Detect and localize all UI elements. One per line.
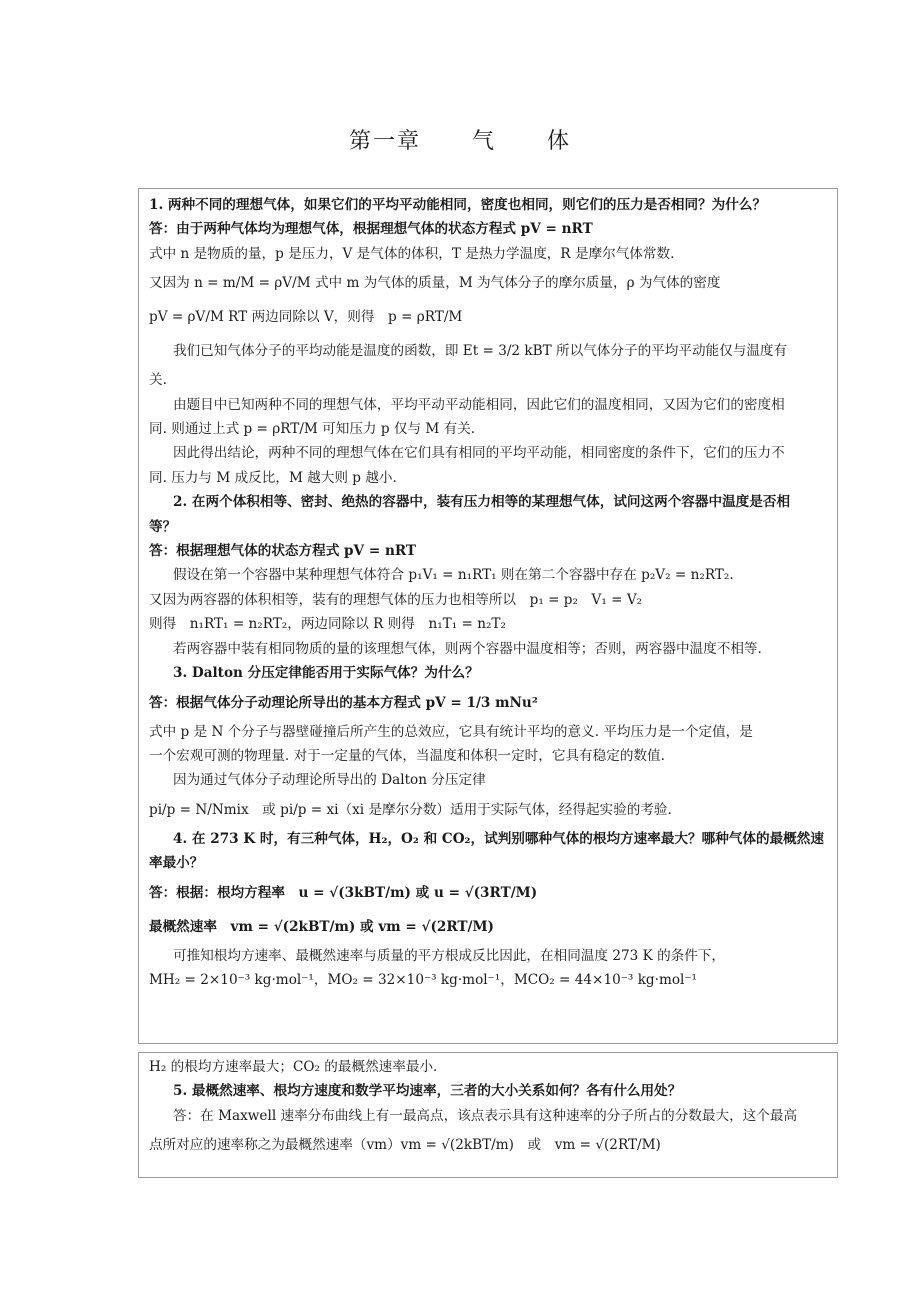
answer-2-intro: 答：根据理想气体的状态方程式 pV = nRT — [149, 543, 417, 560]
text-line: 由题目中已知两种不同的理想气体，平均平动平动能相同，因此它们的温度相同，又因为它们的密度相 — [173, 396, 785, 413]
answer-3-intro: 答：根据气体分子动理论所导出的基本方程式 pV = 1/3 mNu² — [149, 694, 538, 711]
text-line: 一个宏观可测的物理量. 对于一定量的气体，当温度和体积一定时，它具有稳定的数值. — [149, 747, 665, 764]
text-line: 最概然速率 vm = √(2kBT/m) 或 vm = √(2RT/M) — [149, 918, 494, 935]
text-line: 假设在第一个容器中某种理想气体符合 p₁V₁ = n₁RT₁ 则在第二个容器中存在 p₂V₂ = n₂RT₂. — [173, 567, 734, 584]
text-line: 关. — [149, 372, 167, 389]
question-1: 1. 两种不同的理想气体，如果它们的平均平动能相同，密度也相同，则它们的压力是否相同？为什么？ — [149, 197, 767, 213]
question-4-cont: 率最小？ — [149, 855, 204, 872]
answer-1-intro: 答：由于两种气体均为理想气体，根据理想气体的状态方程式 pV = nRT — [149, 221, 593, 238]
text-line: 式中 n 是物质的量，p 是压力，V 是气体的体积，T 是热力学温度，R 是摩尔气体常数. — [149, 245, 675, 262]
text-line: pi/p = N/Nmix 或 pi/p = xi（xi 是摩尔分数）适用于实际气体，经得起实验的考验. — [149, 801, 672, 818]
answer-4-intro: 答：根据：根均方程率 u = √(3kBT/m) 或 u = √(3RT/M) — [149, 884, 538, 901]
chapter-title: 第一章 气 体 — [349, 129, 571, 154]
text-line: pV = ρV/M RT 两边同除以 V，则得 p = ρRT/M — [149, 309, 463, 326]
text-line: 可推知根均方速率、最概然速率与质量的平方根成反比因此，在相同温度 273 K 的条件下， — [173, 947, 726, 964]
answer-5-intro: 答：在 Maxwell 速率分布曲线上有一最高点，该点表示具有这种速率的分子所占的分数最大，这个最高 — [173, 1107, 798, 1124]
text-line: MH₂ = 2×10⁻³ kg·mol⁻¹，MO₂ = 32×10⁻³ kg·mol⁻¹，MCO₂ = 44×10⁻³ kg·mol⁻¹ — [149, 971, 697, 988]
question-4: 4. 在 273 K 时，有三种气体，H₂，O₂ 和 CO₂，试判别哪种气体的根均方速率最大？哪种气体的最概然速 — [173, 830, 824, 847]
text-line: 式中 p 是 N 个分子与器壁碰撞后所产生的总效应，它具有统计平均的意义. 平均压力是一个定值，是 — [149, 723, 753, 740]
text-line: 因此得出结论，两种不同的理想气体在它们具有相同的平均平动能，相同密度的条件下，它们的压力不 — [173, 445, 785, 462]
content-box-2 — [138, 1052, 838, 1178]
text-line: 又因为两容器的体积相等，装有的理想气体的压力也相等所以 p₁ = p₂ V₁ = V₂ — [149, 591, 643, 608]
text-line: 点所对应的速率称之为最概然速率（vm）vm = √(2kBT/m) 或 vm = √(2RT/M) — [149, 1137, 661, 1154]
text-line: 因为通过气体分子动理论所导出的 Dalton 分压定律 — [173, 772, 486, 789]
text-line: 又因为 n = m/M = ρV/M 式中 m 为气体的质量，M 为气体分子的摩尔质量，ρ 为气体的密度 — [149, 275, 721, 292]
question-2-cont: 等？ — [149, 518, 177, 535]
text-line: 同. 则通过上式 p = ρRT/M 可知压力 p 仅与 M 有关. — [149, 421, 476, 438]
question-5: 5. 最概然速率、根均方速度和数学平均速率，三者的大小关系如何？各有什么用处？ — [173, 1083, 682, 1100]
text-line: 若两容器中装有相同物质的量的该理想气体，则两个容器中温度相等；否则，两容器中温度不相等. — [173, 640, 762, 657]
content-box-1 — [138, 188, 838, 1044]
text-line: 我们已知气体分子的平均动能是温度的函数，即 Et = 3/2 kBT 所以气体分子的平均平动能仅与温度有 — [173, 343, 788, 360]
text-line: H₂ 的根均方速率最大；CO₂ 的最概然速率最小. — [149, 1059, 438, 1075]
text-line: 同. 压力与 M 成反比，M 越大则 p 越小. — [149, 469, 397, 486]
question-2: 2. 在两个体积相等、密封、绝热的容器中，装有压力相等的某理想气体，试问这两个容器中温度是否相 — [173, 494, 791, 511]
text-line: 则得 n₁RT₁ = n₂RT₂，两边同除以 R 则得 n₁T₁ = n₂T₂ — [149, 616, 506, 633]
question-3: 3. Dalton 分压定律能否用于实际气体？为什么？ — [173, 665, 479, 682]
